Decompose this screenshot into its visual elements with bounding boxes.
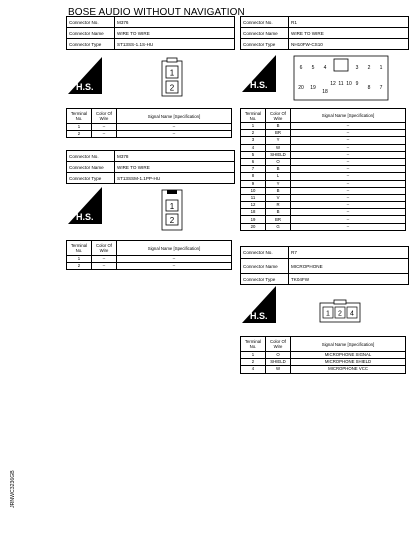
- connector-r7-face-diagram: [319, 299, 361, 323]
- pin-label: 20: [298, 85, 304, 91]
- table-row: 4 W MICROPHONE VCC: [241, 366, 406, 373]
- connector-name-label: Connector Name: [241, 259, 289, 274]
- hs-harness-side-icon: [242, 55, 276, 92]
- connector-m378-info: [66, 150, 235, 184]
- connector-type-label: Connector Type: [67, 39, 115, 50]
- table-row: 2 – –: [67, 263, 232, 270]
- connector-type-value: TK04FW: [289, 274, 409, 285]
- connector-no-label: Connector No.: [241, 247, 289, 259]
- connector-type-value: ST13SSM-1.1PP-HU: [115, 173, 235, 184]
- pin-label: 18: [322, 89, 328, 95]
- hs-label: H.S.: [76, 212, 94, 222]
- connector-name-value: WIRE TO WIRE: [115, 162, 235, 173]
- signal-header: Signal Name [Specification]: [291, 337, 406, 352]
- pin-label: 4: [350, 310, 354, 318]
- connector-type-label: Connector Type: [67, 173, 115, 184]
- terminal-no-header: Terminal No.: [241, 109, 266, 123]
- table-row: 5 SHIELD –: [241, 151, 406, 158]
- pin-label: 4: [323, 65, 327, 71]
- connector-no-value: M376: [115, 17, 235, 28]
- terminal-no-header: Terminal No.: [67, 109, 92, 124]
- pin-label: 2: [169, 83, 175, 93]
- table-row: 1 – –: [67, 124, 232, 131]
- pin-label: 1: [379, 65, 383, 71]
- connector-no-value: R1: [289, 17, 409, 28]
- pin-label: 1: [169, 202, 175, 211]
- connector-name-value: WIRE TO WIRE: [115, 28, 235, 39]
- table-row: 8 L –: [241, 173, 406, 180]
- table-row: 6 O –: [241, 158, 406, 165]
- pin-label: 6: [299, 65, 303, 71]
- hs-harness-side-icon: [242, 286, 276, 323]
- table-row: 12 R –: [241, 202, 406, 209]
- table-row: 1 O MICROPHONE SIGNAL: [241, 352, 406, 359]
- connector-type-value: NH10FW-CS10: [289, 39, 409, 50]
- table-row: 1 – –: [67, 256, 232, 263]
- hs-harness-side-icon: [68, 57, 102, 94]
- connector-m376-terminal-table: [66, 108, 232, 138]
- hs-harness-side-icon: [68, 187, 102, 224]
- hs-label: H.S.: [250, 80, 268, 90]
- table-row: 2 BR –: [241, 130, 406, 137]
- pin-label: 10: [346, 81, 352, 87]
- pin-label: 9: [355, 81, 359, 87]
- hs-label: H.S.: [76, 82, 94, 92]
- connector-no-value: M378: [115, 151, 235, 162]
- hs-label: H.S.: [250, 311, 268, 321]
- table-row: 19 BR –: [241, 216, 406, 223]
- connector-r1-info: [240, 16, 409, 50]
- table-row: 4 W –: [241, 144, 406, 151]
- terminal-no-header: Terminal No.: [241, 337, 266, 352]
- pin-label: 3: [355, 65, 359, 71]
- connector-no-label: Connector No.: [241, 17, 289, 28]
- pin-label: 2: [169, 216, 175, 225]
- connector-m376-info: [66, 16, 235, 50]
- pin-label: 5: [311, 65, 315, 71]
- connector-r1-face-diagram: [293, 55, 389, 101]
- connector-m376-face-diagram: [161, 57, 183, 97]
- connector-type-value: ST13SS-1.1S-HU: [115, 39, 235, 50]
- signal-header: Signal Name [Specification]: [117, 241, 232, 256]
- pin-label: 11: [338, 81, 344, 87]
- signal-header: Signal Name [Specification]: [291, 109, 406, 123]
- pin-label: 12: [330, 81, 336, 87]
- connector-name-label: Connector Name: [67, 162, 115, 173]
- connector-r7-info: [240, 246, 409, 285]
- table-row: 20 G –: [241, 223, 406, 230]
- table-row: 7 B –: [241, 166, 406, 173]
- connector-no-value: R7: [289, 247, 409, 259]
- pin-label: 2: [338, 310, 342, 318]
- connector-r7-terminal-table: [240, 336, 406, 374]
- table-row: 2 SHIELD MICROPHONE SHIELD: [241, 359, 406, 366]
- connector-no-label: Connector No.: [67, 151, 115, 162]
- color-header: Color Of Wire: [266, 109, 291, 123]
- connector-no-label: Connector No.: [67, 17, 115, 28]
- signal-header: Signal Name [Specification]: [117, 109, 232, 124]
- table-row: 3 Y –: [241, 137, 406, 144]
- pin-label: 1: [169, 68, 175, 78]
- table-row: 11 V –: [241, 194, 406, 201]
- pin-label: 2: [367, 65, 371, 71]
- color-header: Color Of Wire: [266, 337, 291, 352]
- table-row: 1 B –: [241, 123, 406, 130]
- connector-type-label: Connector Type: [241, 39, 289, 50]
- terminal-no-header: Terminal No.: [67, 241, 92, 256]
- connector-name-label: Connector Name: [67, 28, 115, 39]
- color-header: Color Of Wire: [92, 109, 117, 124]
- connector-m378-terminal-table: [66, 240, 232, 270]
- connector-type-label: Connector Type: [241, 274, 289, 285]
- table-row: 2 – –: [67, 131, 232, 138]
- table-row: 10 B –: [241, 187, 406, 194]
- connector-m378-face-diagram: [161, 189, 183, 231]
- connector-name-value: MICROPHONE: [289, 259, 409, 274]
- document-code: JRNWC3236GB: [10, 470, 16, 508]
- connector-name-label: Connector Name: [241, 28, 289, 39]
- pin-label: 7: [379, 85, 383, 91]
- page-title: BOSE AUDIO WITHOUT NAVIGATION: [68, 7, 245, 18]
- color-header: Color Of Wire: [92, 241, 117, 256]
- table-row: 18 B –: [241, 209, 406, 216]
- table-row: 9 Y –: [241, 180, 406, 187]
- connector-name-value: WIRE TO WIRE: [289, 28, 409, 39]
- pin-label: 19: [310, 85, 316, 91]
- pin-label: 1: [326, 310, 330, 318]
- pin-label: 8: [367, 85, 371, 91]
- connector-r1-terminal-table: [240, 108, 406, 231]
